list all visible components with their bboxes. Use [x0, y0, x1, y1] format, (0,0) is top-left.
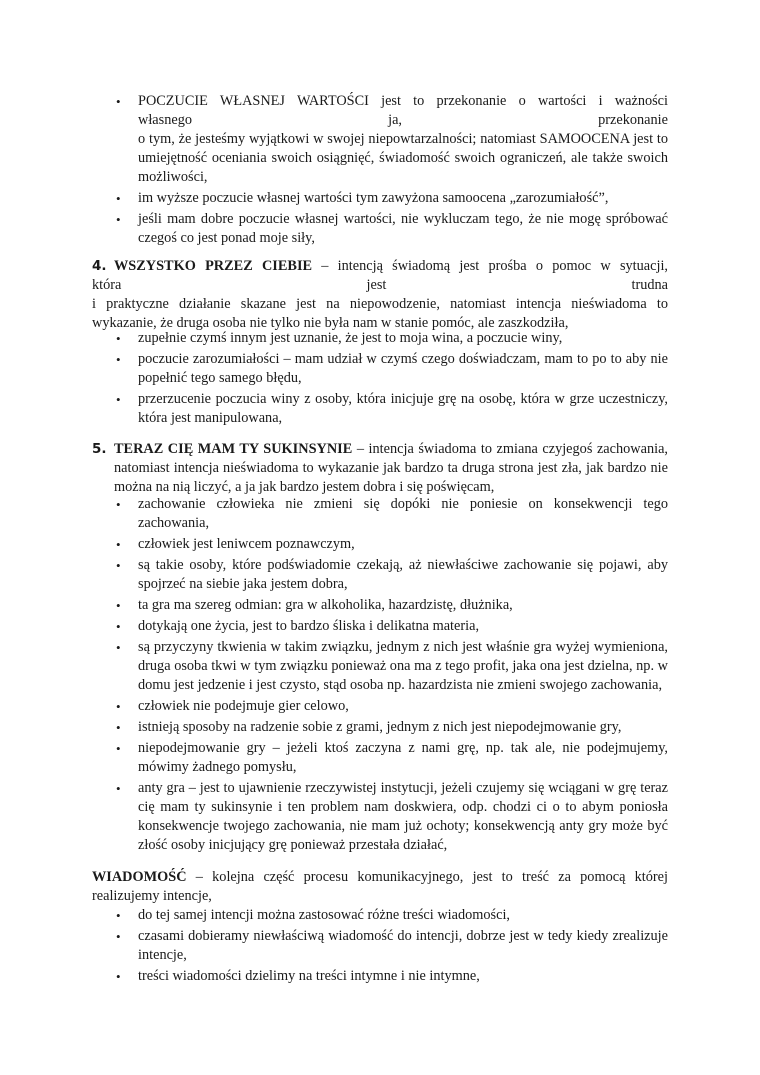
bullet-icon: • — [116, 619, 121, 634]
list-item: • dotykają one życia, jest to bardzo śliska i delikatna materia, — [116, 618, 480, 634]
bullet-icon: • — [116, 908, 121, 923]
list-item: • im wyższe poczucie własnej wartości tym zawyżona samoocena „zarozumiałość”, — [116, 190, 609, 206]
section-5: 5. TERAZ CIĘ MAM TY SUKINSYNIE – intencja świadoma to zmiana czyjegoś zachowania, natomiast intencja nieświadoma to wykazanie jak bardzo ta druga strona jest zła, jak bardzo nie można na nią liczyć, a ja jak bardzo jestem dobra i się poświęcam, — [92, 441, 668, 495]
bullet-icon: • — [116, 537, 121, 552]
list-item: • jeśli mam dobre poczucie własnej wartości, nie wykluczam tego, że nie mogę spróbować czegoś co jest ponad moje siły, — [116, 211, 668, 246]
bullet-icon: • — [116, 929, 121, 944]
bullet-icon: • — [116, 392, 121, 407]
section-title: TERAZ CIĘ MAM TY SUKINSYNIE — [114, 441, 353, 457]
bullet-icon: • — [116, 352, 121, 367]
wiadomosc-list — [116, 906, 668, 988]
list-item: • do tej samej intencji można zastosować różne treści wiadomości, — [116, 907, 510, 923]
section-number: 4. — [92, 258, 107, 274]
list-item: • są przyczyny tkwienia w takim związku, jednym z nich jest właśnie gra wyżej wymieniona, druga osoba tkwi w tym związku ponieważ ona ma z tego profit, jaka ona jest dzielna, np. w domu jest jedzenie i jest czysto, stąd osoba np. hazardzista nie zmieni swojego zachowania, — [116, 639, 668, 693]
bullet-icon: • — [116, 720, 121, 735]
list-item: • istnieją sposoby na radzenie sobie z grami, jednym z nich jest niepodejmowanie gry, — [116, 719, 622, 735]
section-5-list — [116, 495, 668, 857]
list-item: • anty gra – jest to ujawnienie rzeczywistej instytucji, jeżeli czujemy się wciągani w grę teraz cię mam ty sukinsynie i ten problem nam doskwiera, odp. chodzi ci o to abym poniosła konsekwencje twojego zachowania, nie mam już ochoty; konsekwencją anty gry może być złość osoby inicjujący grę ponieważ przestała działać, — [116, 780, 668, 853]
bullet-icon: • — [116, 191, 121, 206]
list-item: • człowiek nie podejmuje gier celowo, — [116, 698, 349, 714]
list-item: • są takie osoby, które podświadomie czekają, aż niewłaściwe zachowanie się pojawi, aby spojrzeć na siebie jaka jestem dobra, — [116, 557, 668, 592]
list-item: • poczucie zarozumiałości – mam udział w czymś czego doświadczam, mam to po to aby nie popełnić tego samego błędu, — [116, 351, 668, 386]
section-4-list — [116, 329, 668, 430]
list-item: • człowiek jest leniwcem poznawczym, — [116, 536, 355, 552]
bullet-icon: • — [116, 741, 121, 756]
section-number: 5. — [92, 441, 107, 457]
list-item: • niepodejmowanie gry – jeżeli ktoś zaczyna z nami grę, np. tak ale, nie podejmujemy, mówimy żadnego pomysłu, — [116, 740, 668, 775]
section-title: WSZYSTKO PRZEZ CIEBIE — [114, 258, 313, 274]
bullet-icon: • — [116, 640, 121, 655]
bullet-icon: • — [116, 781, 121, 796]
list-item: • zachowanie człowieka nie zmieni się dopóki nie poniesie on konsekwencji tego zachowania, — [116, 496, 668, 531]
section-title: WIADOMOŚĆ — [92, 869, 187, 885]
bullet-icon: • — [116, 94, 121, 109]
list-item: • ta gra ma szereg odmian: gra w alkoholika, hazardzistę, dłużnika, — [116, 597, 513, 613]
bullet-icon: • — [116, 598, 121, 613]
intro-list — [116, 92, 668, 250]
list-item: • przerzucenie poczucia winy z osoby, która inicjuje grę na osobę, która w grze uczestniczy, która jest manipulowana, — [116, 391, 668, 426]
bullet-icon: • — [116, 699, 121, 714]
section-wiadomosc: WIADOMOŚĆ – kolejna część procesu komunikacyjnego, jest to treść za pomocą której realizujemy intencje, — [92, 869, 668, 904]
list-item: • czasami dobieramy niewłaściwą wiadomość do intencji, dobrze jest w tedy kiedy zrealizuje intencje, — [116, 928, 668, 963]
list-item: • zupełnie czymś innym jest uznanie, że jest to moja wina, a poczucie winy, — [116, 330, 563, 346]
bullet-icon: • — [116, 331, 121, 346]
bullet-icon: • — [116, 212, 121, 227]
list-item: • POCZUCIE WŁASNEJ WARTOŚCI jest to przekonanie o wartości i ważności własnego ja, przekonanie o tym, że jesteśmy wyjątkowi w swojej niepowtarzalności; natomiast SAMOOCENA jest to umiejętność oceniania swoich osiągnięć, świadomość swoich ograniczeń, ale także swoich możliwości, — [116, 93, 668, 185]
bullet-icon: • — [116, 558, 121, 573]
section-4: 4. WSZYSTKO PRZEZ CIEBIE – intencją świadomą jest prośba o pomoc w sytuacji, która jest trudna i praktyczne działanie skazane jest na niepowodzenie, natomiast intencja nieświadoma to wykazanie, że druga osoba nie tylko nie była nam w stanie pomóc, ale zaszkodziła, — [92, 258, 668, 331]
list-item: • treści wiadomości dzielimy na treści intymne i nie intymne, — [116, 968, 480, 984]
bullet-icon: • — [116, 969, 121, 984]
bullet-icon: • — [116, 497, 121, 512]
